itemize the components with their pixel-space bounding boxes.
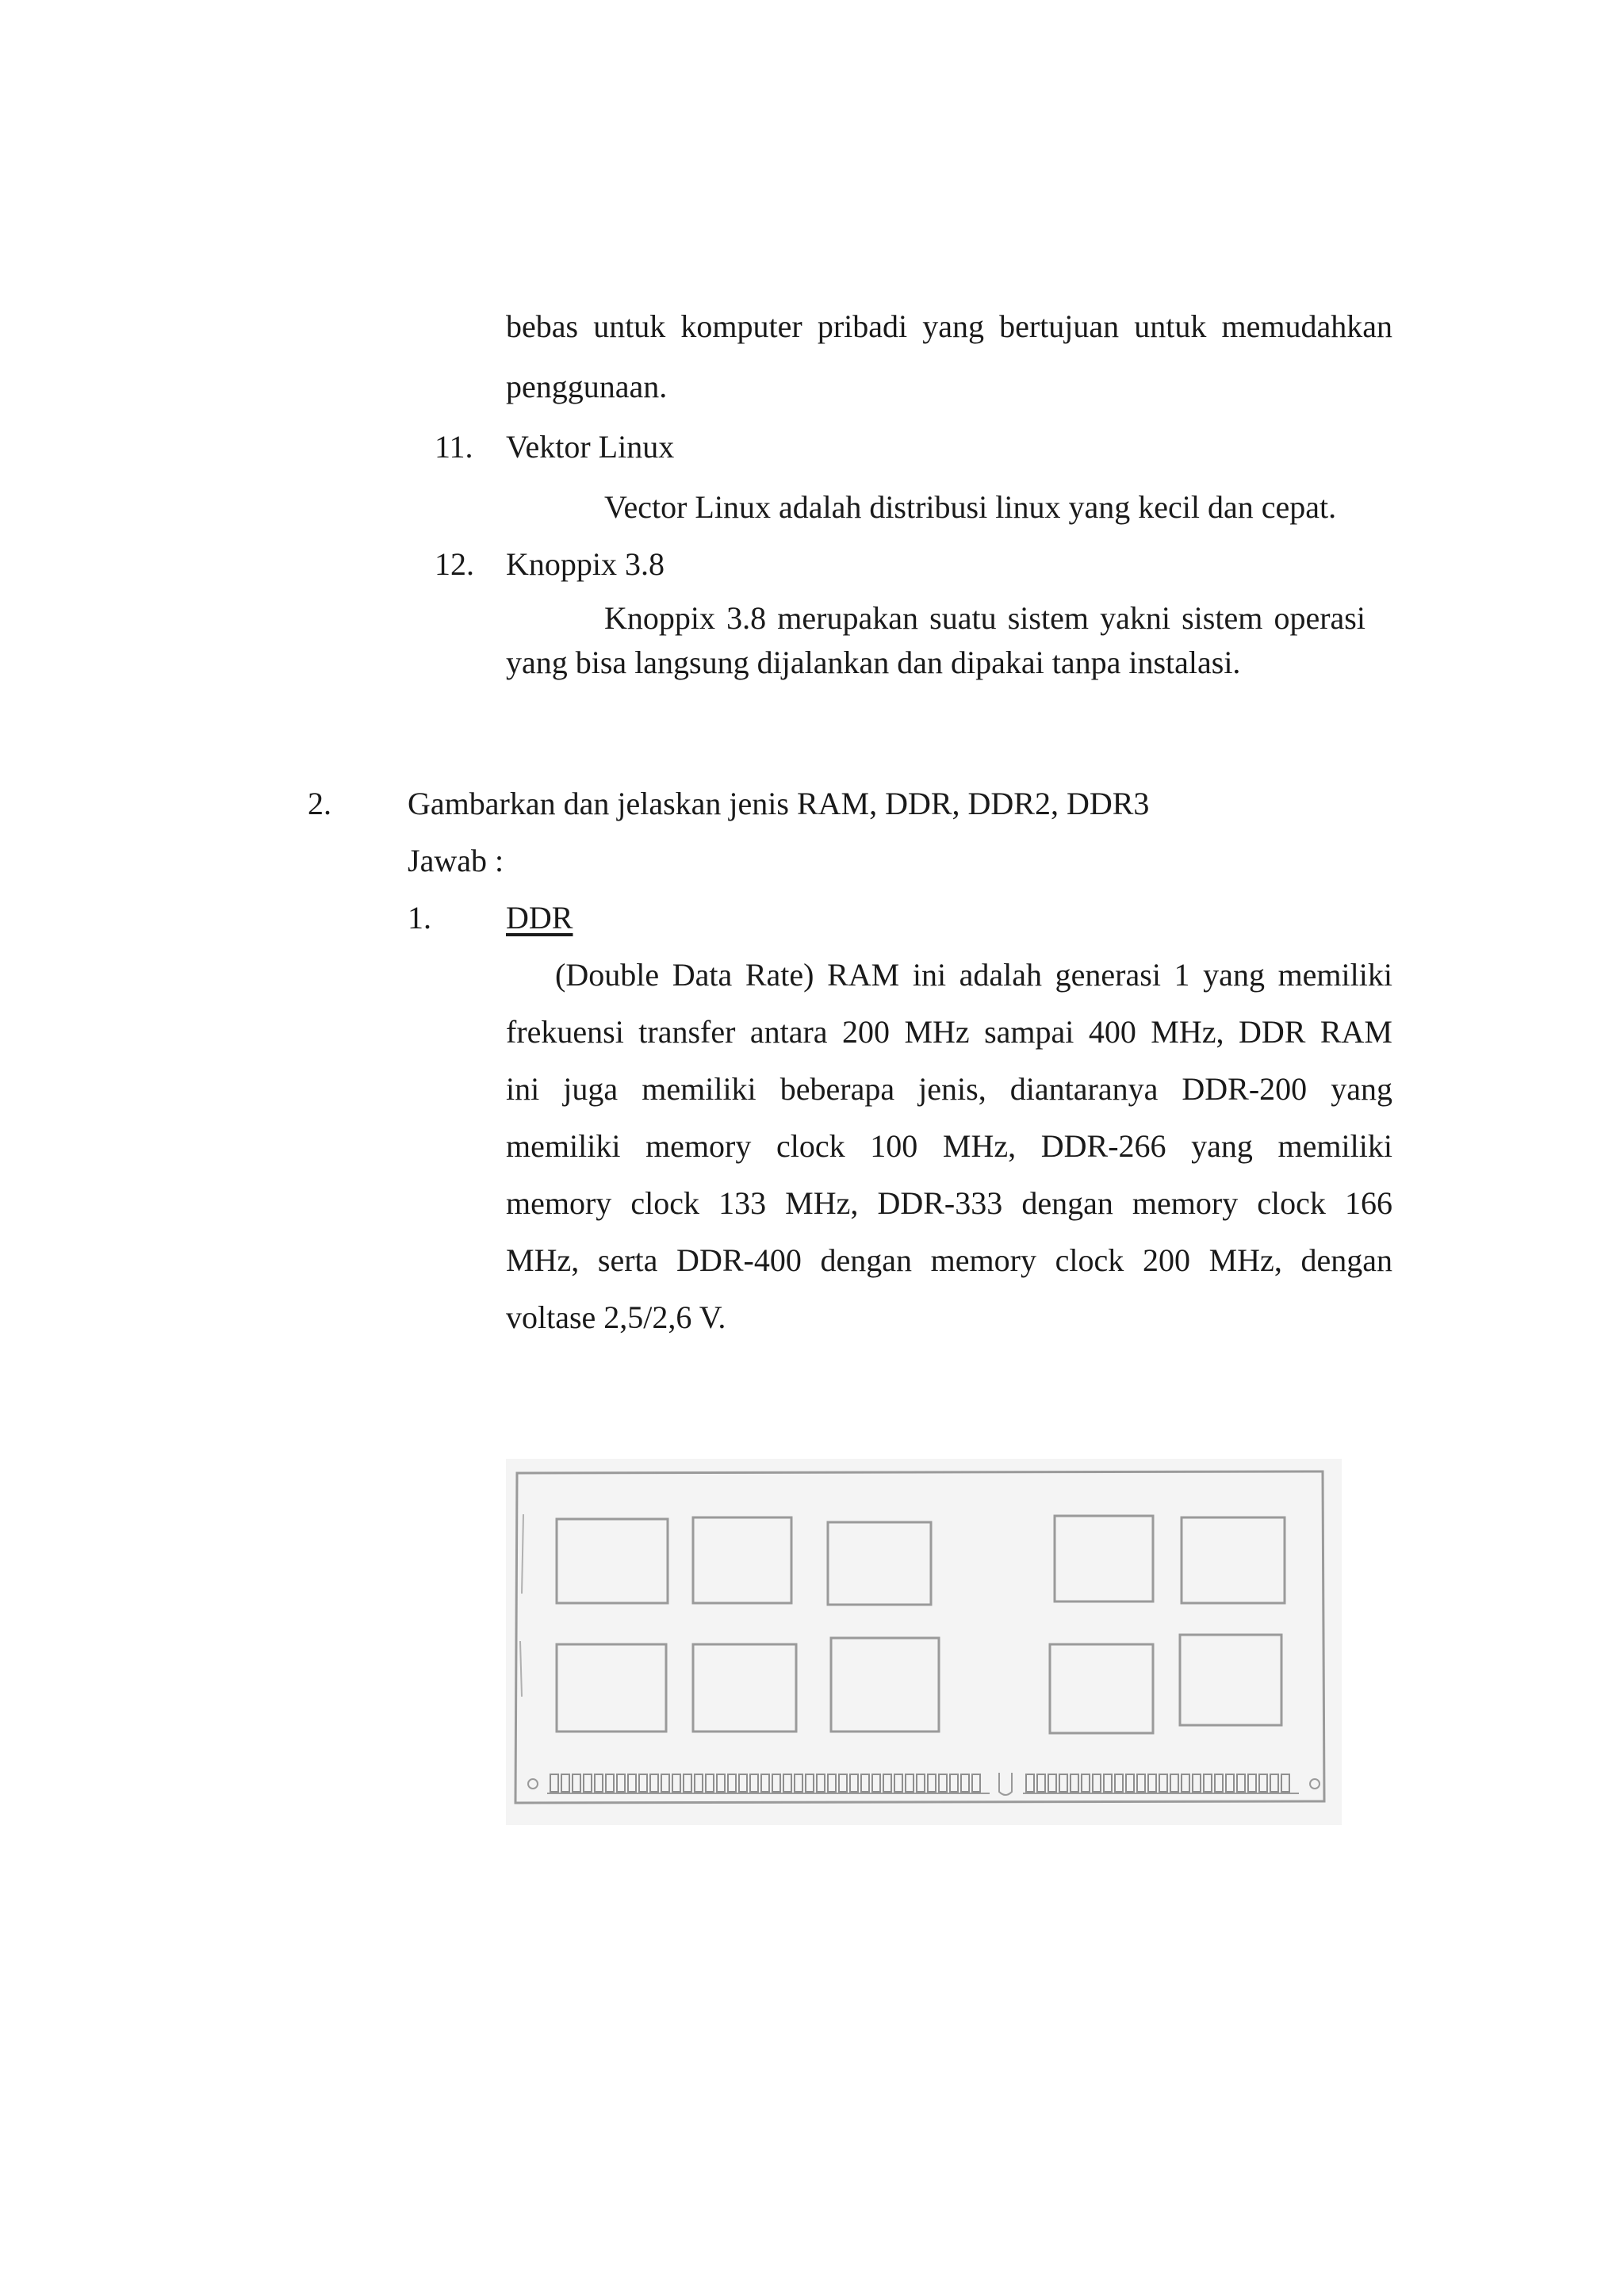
paragraph-line: (Double Data Rate) RAM ini adalah generasi 1 yang memiliki (555, 957, 1392, 993)
paragraph-line: MHz, serta DDR-400 dengan memory clock 200 MHz, dengan (506, 1242, 1392, 1278)
ddr-ram-sketch-drawing (506, 1459, 1342, 1825)
ddr-ram-sketch-figure (506, 1459, 1342, 1825)
list-item-title: Vektor Linux (506, 429, 675, 465)
sketch-background (506, 1459, 1342, 1825)
paragraph-line: ini juga memiliki beberapa jenis, diantaranya DDR-200 yang (506, 1071, 1392, 1107)
answer-item-number: 1. (408, 900, 431, 936)
paragraph-line: voltase 2,5/2,6 V. (506, 1299, 726, 1335)
list-item-title: Knoppix 3.8 (506, 546, 665, 582)
continuation-line-1: bebas untuk komputer pribadi yang bertujuan untuk memudahkan (506, 308, 1392, 344)
list-item-number: 12. (435, 546, 474, 582)
paragraph-line: memory clock 133 MHz, DDR-333 dengan memory clock 166 (506, 1185, 1392, 1221)
answer-label: Jawab : (408, 843, 504, 878)
paragraph-line: frekuensi transfer antara 200 MHz sampai 400 MHz, DDR RAM (506, 1014, 1392, 1050)
list-item-number: 11. (435, 429, 473, 465)
answer-item-title: DDR (506, 900, 573, 936)
paragraph-line: memiliki memory clock 100 MHz, DDR-266 yang memiliki (506, 1128, 1392, 1164)
list-item-body-line: yang bisa langsung dijalankan dan dipakai tanpa instalasi. (506, 645, 1241, 680)
list-item-body-line: Knoppix 3.8 merupakan suatu sistem yakni sistem operasi (604, 600, 1365, 636)
question-text: Gambarkan dan jelaskan jenis RAM, DDR, DDR2, DDR3 (408, 786, 1150, 821)
list-item-body-line: Vector Linux adalah distribusi linux yang kecil dan cepat. (604, 489, 1337, 525)
question-number: 2. (308, 786, 331, 821)
continuation-line-2: penggunaan. (506, 369, 668, 404)
